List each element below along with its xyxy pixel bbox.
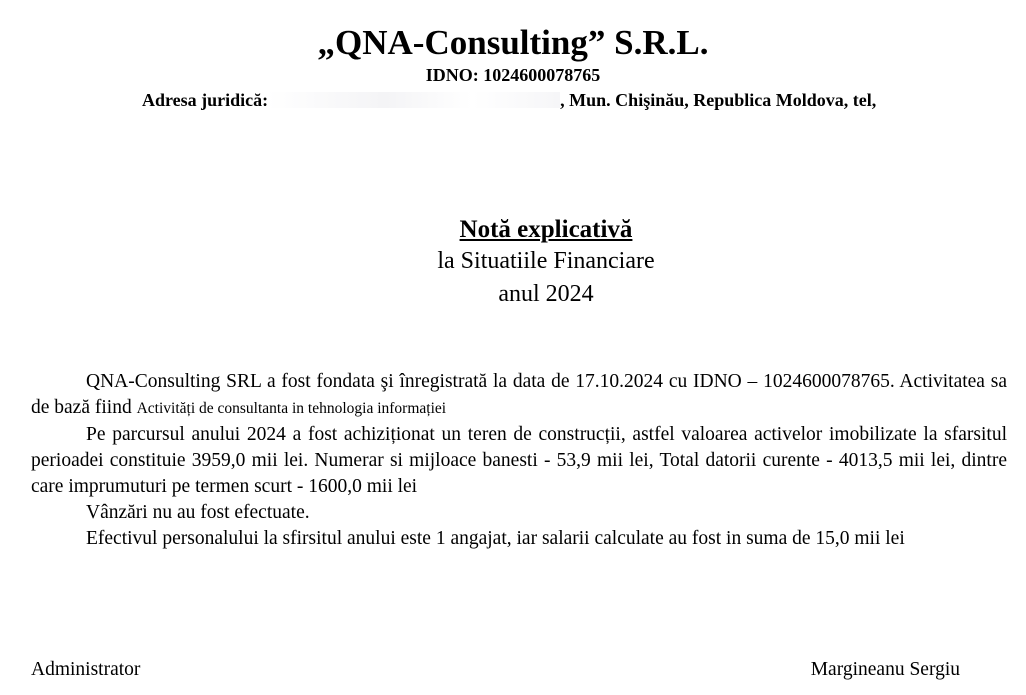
- paragraph-assets: Pe parcursul anului 2024 a fost achiziționat un teren de construcții, astfel valoarea activelor imobilizate la sfarsitul perioadei constituie 3959,0 mii lei. Numerar si mijloace banesti - 53,9 mii lei, Total datorii curente - 4013,5 mii lei, dintre care imprumuturi pe termen scurt - 1600,0 mii lei: [31, 424, 1007, 497]
- founding-text: QNA-Consulting SRL a fost fondata şi înregistrată la data de 17.10.2024 cu IDNO – 1024600078765. Activitatea sa de bază fiind: [31, 371, 1007, 418]
- document-subtitle: la Situatiile Financiare: [437, 248, 655, 274]
- company-name: „QNA-Consulting” S.R.L.: [317, 23, 709, 62]
- paragraph-founding: [31, 369, 1007, 422]
- activity-description: Activități de consultanta in tehnologia informației: [136, 400, 447, 417]
- paragraph-personnel: Efectivul personalului la sfirsitul anului este 1 angajat, iar salarii calculate au fost in suma de 15,0 mii lei: [86, 528, 905, 549]
- legal-address: [142, 89, 876, 111]
- explanatory-body: [31, 369, 1007, 552]
- document-title: Notă explicativă: [459, 216, 633, 243]
- paragraph-sales: Vânzări nu au fost efectuate.: [86, 502, 310, 523]
- redacted-address: [268, 92, 560, 108]
- address-suffix: , Mun. Chişinău, Republica Moldova, tel,: [560, 90, 877, 110]
- signature-name: Margineanu Sergiu: [810, 659, 960, 680]
- signature-role: Administrator: [31, 659, 141, 680]
- document-year: anul 2024: [498, 281, 594, 307]
- company-idno: IDNO: 1024600078765: [425, 65, 601, 85]
- address-label: Adresa juridică:: [142, 90, 269, 110]
